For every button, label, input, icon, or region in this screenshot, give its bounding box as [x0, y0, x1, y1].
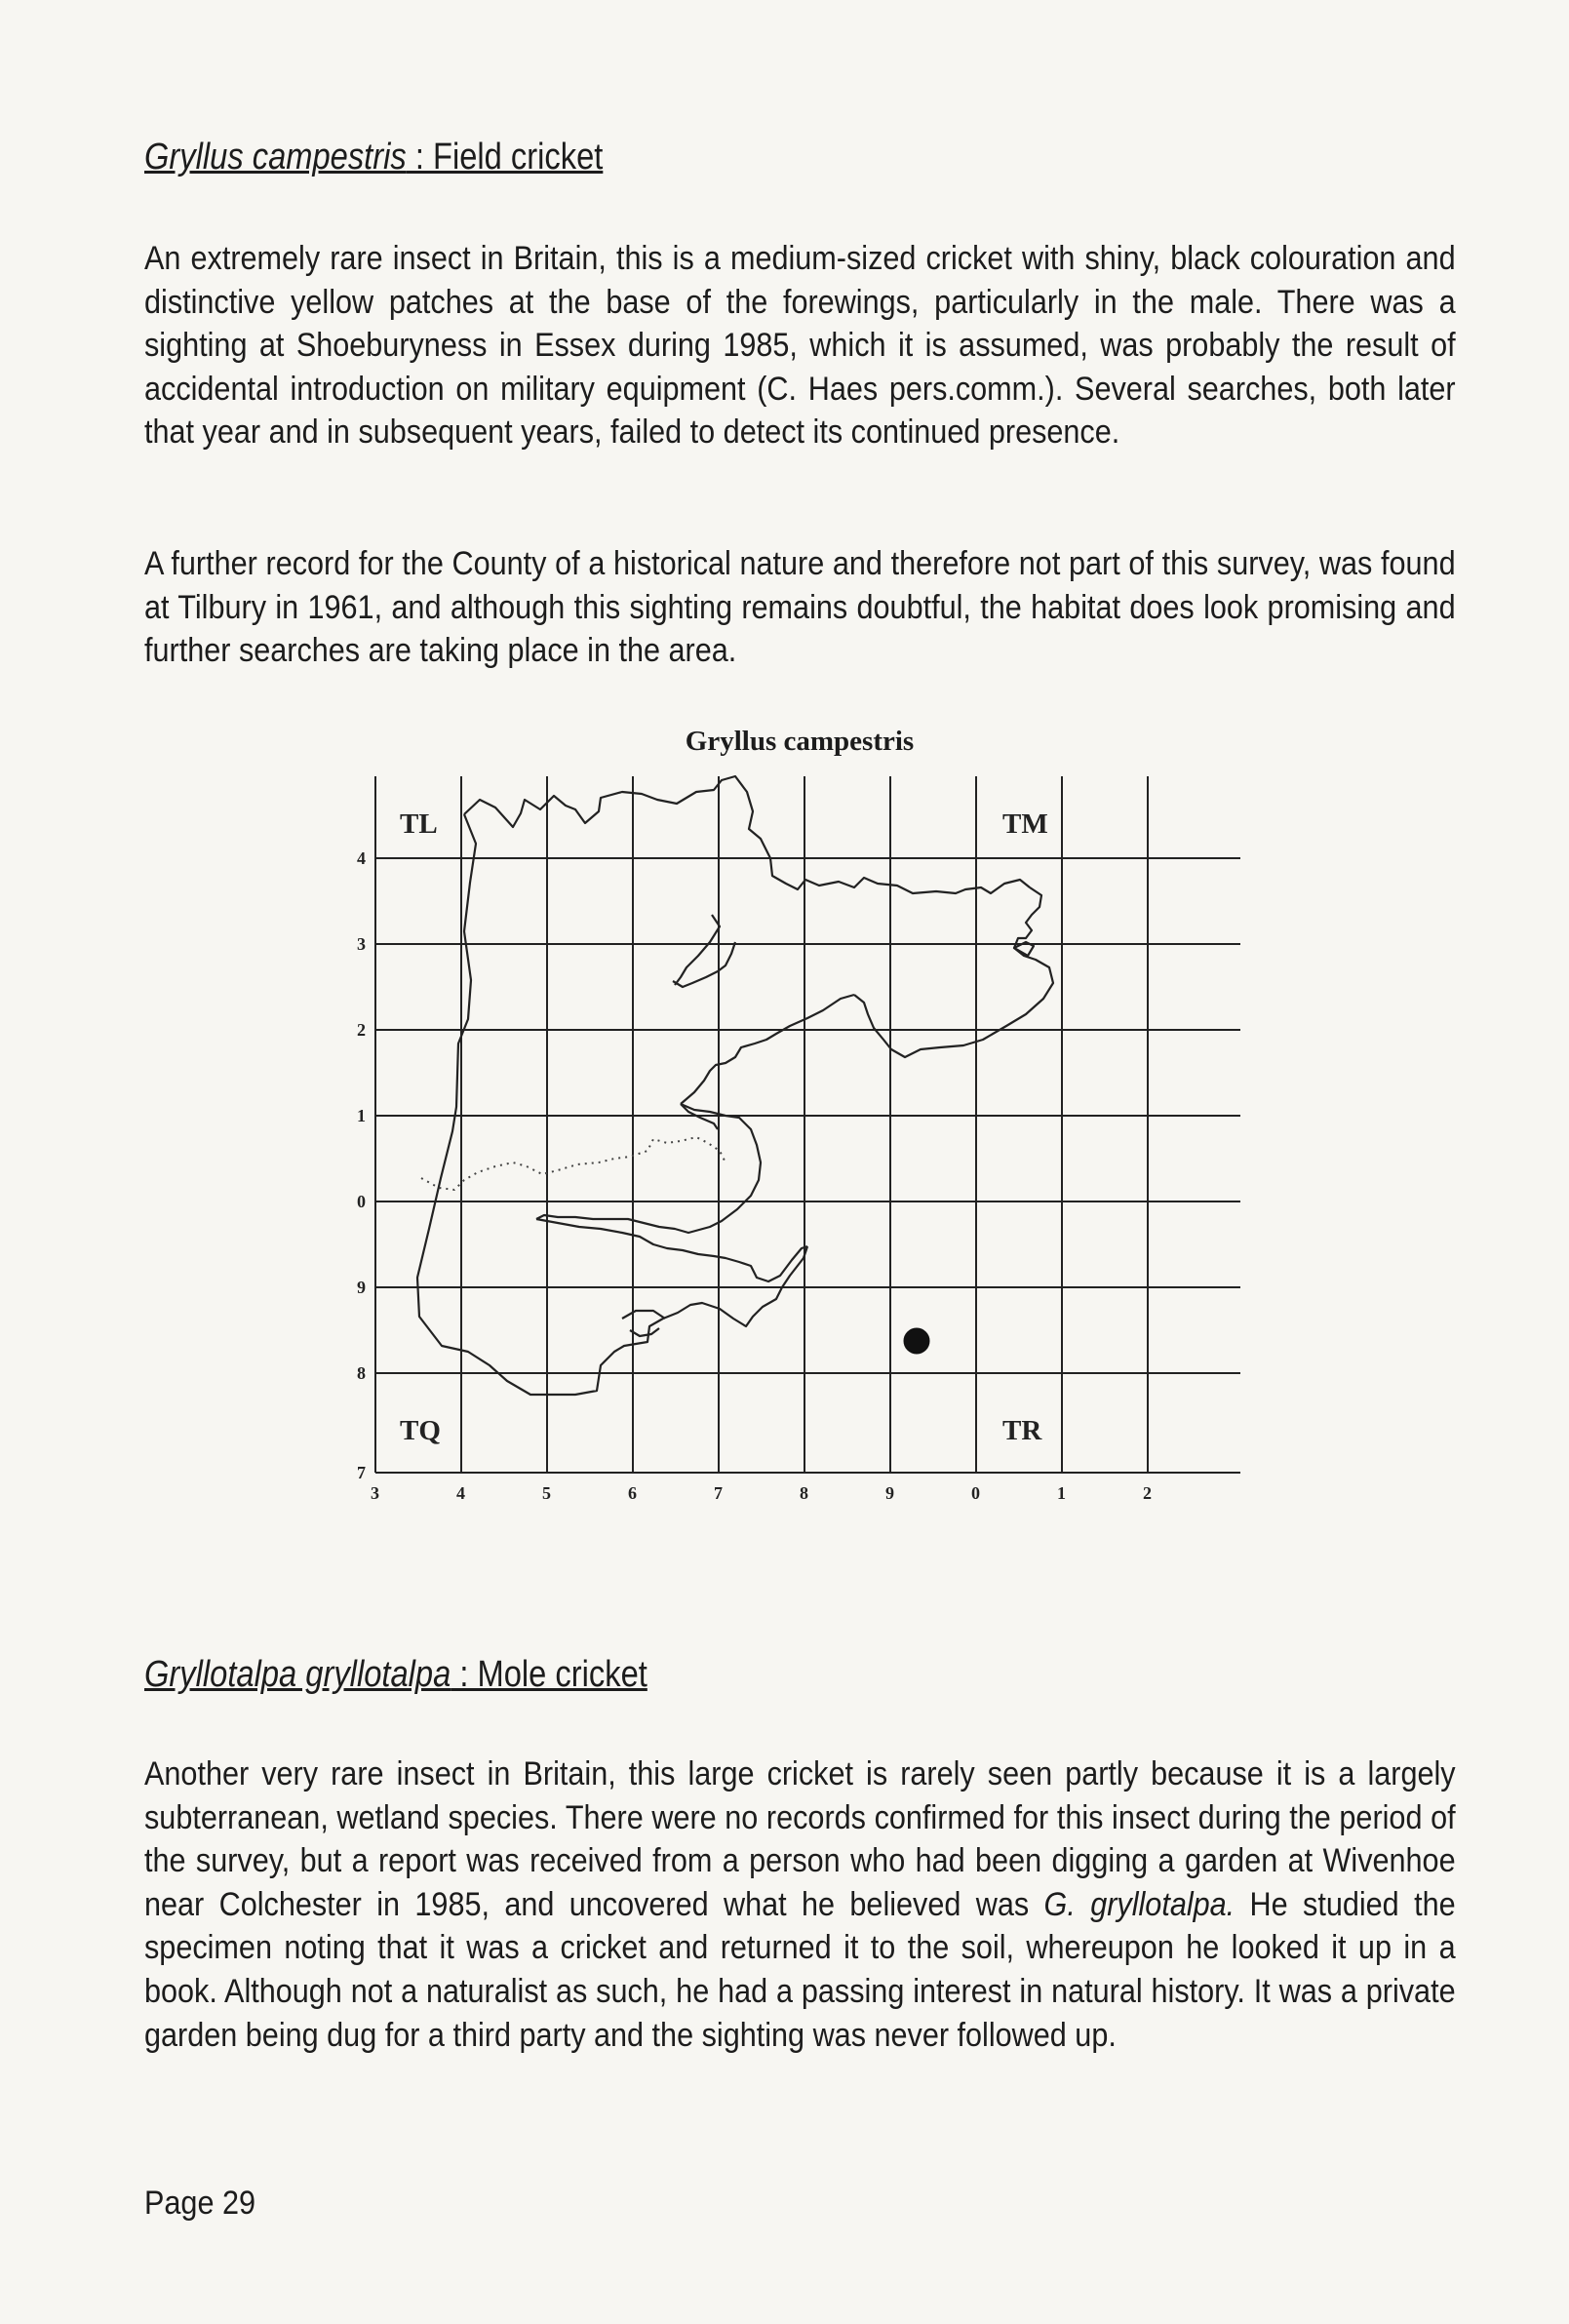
description-end: He studied the specimen noting that it was a cricket and returned it to the soil, whereupon he looked it up in a book. Although not a naturalist as such, he had a passing interest in natural history. It was a private garden being dug for a third party and the sighting was never followed up. — [144, 1885, 1456, 2054]
x-tick-label: 4 — [456, 1483, 465, 1503]
heading-separator: : — [406, 137, 434, 177]
x-tick-label: 2 — [1143, 1483, 1152, 1503]
coastline — [417, 776, 1053, 1395]
common-name: Field cricket — [433, 137, 604, 177]
map-svg — [332, 722, 1268, 1512]
estuary-blackwater — [536, 1104, 761, 1233]
estuary-colne — [681, 995, 854, 1104]
square-label: TL — [400, 808, 438, 840]
y-tick-label: 0 — [357, 1192, 366, 1211]
map-title: Gryllus campestris — [685, 726, 915, 757]
inner-creek-3 — [622, 1311, 665, 1319]
common-name: Mole cricket — [477, 1654, 647, 1695]
x-tick-label: 9 — [885, 1483, 894, 1503]
y-tick-label: 1 — [357, 1106, 366, 1125]
field-cricket-description: An extremely rare insect in Britain, this is a medium-sized cricket with shiny, black colouration and distinctive yellow patches at the base of the forewings, particularly in the male. There was a sighting at Shoeburyness in Essex during 1985, which it is assumed, was probably the result of accidental introduction on military equipment (C. Haes pers.comm.). Several searches, both later that year and in subsequent years, failed to detect its continued presence. — [144, 240, 1456, 452]
inner-creek-4 — [630, 1328, 659, 1336]
y-tick-label: 9 — [357, 1278, 366, 1297]
scientific-name: Gryllotalpa gryllotalpa — [144, 1654, 451, 1695]
x-tick-label: 5 — [542, 1483, 551, 1503]
y-tick-label: 2 — [357, 1020, 366, 1040]
description-start: Another very rare insect in Britain, this large cricket is rarely seen partly because it is a largely subterranean, wetland species. There were no records confirmed for this insect during the period of the survey, but a report was received from a person who had been digging a garden at Wivenhoe near Colchester in 1985, and uncovered what he believed was — [144, 1755, 1456, 1923]
y-tick-label: 7 — [357, 1463, 366, 1482]
x-tick-label: 6 — [628, 1483, 637, 1503]
x-tick-label: 0 — [971, 1483, 980, 1503]
record-point — [904, 1328, 929, 1354]
page-number: Page 29 — [144, 2185, 256, 2222]
heading-separator: : — [451, 1654, 478, 1695]
county-boundary — [417, 814, 807, 1395]
x-tick-label: 8 — [800, 1483, 808, 1503]
section-heading-field-cricket — [144, 137, 603, 178]
species-abbrev: G. gryllotalpa. — [1043, 1885, 1236, 1923]
distribution-map — [332, 722, 1268, 1512]
greater-london-boundary — [421, 1137, 726, 1190]
county-boundary-north — [464, 776, 1030, 893]
coast-east — [854, 887, 1053, 1057]
x-tick-label: 7 — [714, 1483, 723, 1503]
square-labels — [400, 808, 1048, 1446]
mole-cricket-description — [144, 1753, 1456, 2057]
square-label: TR — [1002, 1415, 1042, 1446]
scientific-name: Gryllus campestris — [144, 137, 407, 177]
x-tick-label: 1 — [1057, 1483, 1066, 1503]
y-tick-label: 4 — [357, 848, 366, 868]
y-tick-label: 3 — [357, 934, 366, 954]
square-label: TM — [1002, 808, 1048, 840]
section-heading-mole-cricket — [144, 1654, 647, 1696]
y-tick-label: 8 — [357, 1363, 366, 1383]
field-cricket-historical-record: A further record for the County of a historical nature and therefore not part of this survey, was found at Tilbury in 1961, and although this sighting remains doubtful, the habitat does look promising and further searches are taking place in the area. — [144, 545, 1456, 670]
square-label: TQ — [400, 1415, 441, 1446]
x-tick-label: 3 — [371, 1483, 379, 1503]
